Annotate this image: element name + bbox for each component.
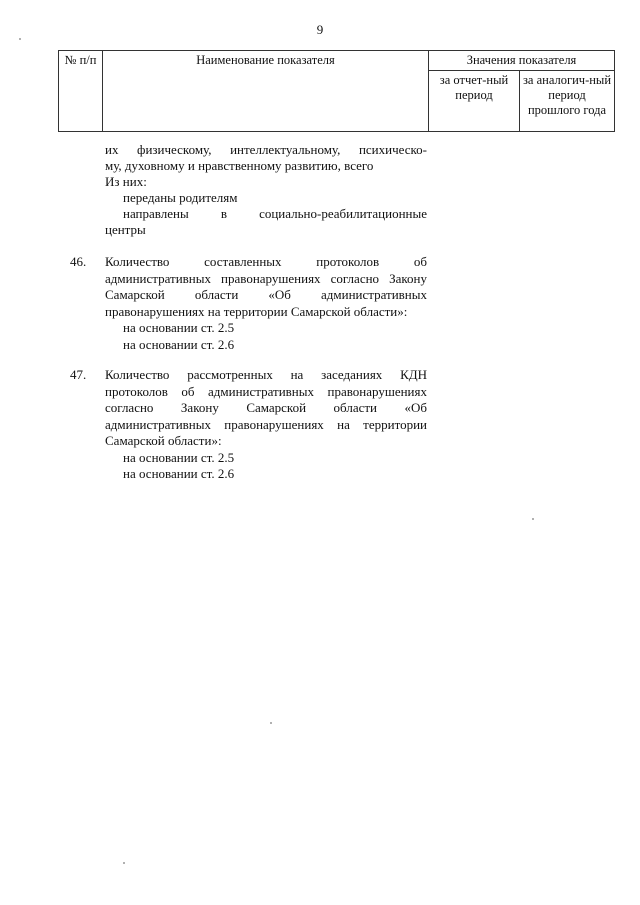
scan-speck bbox=[270, 722, 272, 724]
column-name-header: Наименование показателя bbox=[103, 51, 429, 132]
row-sub-item: на основании ст. 2.5 bbox=[123, 320, 235, 335]
sub-item-rehab-centers-cont: центры bbox=[105, 222, 146, 237]
scan-speck bbox=[123, 862, 125, 864]
continued-line: Из них: bbox=[105, 174, 147, 189]
column-previous-period-header: за аналогич-ный период прошлого года bbox=[520, 71, 615, 132]
column-current-period-header: за отчет-ный период bbox=[429, 71, 520, 132]
sub-item-parents: переданы родителям bbox=[123, 190, 238, 205]
row-sub-item: на основании ст. 2.6 bbox=[123, 336, 235, 352]
column-number-header: № п/п bbox=[59, 51, 103, 132]
scan-speck bbox=[19, 38, 21, 40]
row-number: 46. bbox=[70, 254, 87, 269]
row-text: Количество рассмотренных на заседаниях КДН протоколов об административных правонарушениях согласно Закону Самарской области «Об административных правонарушениях на территории Самарской области»: bbox=[105, 367, 427, 448]
row-number: 47. bbox=[70, 367, 87, 382]
row-sub-item: на основании ст. 2.5 bbox=[123, 449, 235, 465]
continued-row-text bbox=[105, 142, 427, 238]
sub-item-rehab-centers: направлены в социально-реабилитационные bbox=[123, 206, 427, 221]
row-sub-item: на основании ст. 2.6 bbox=[123, 466, 235, 481]
indicator-table-header bbox=[58, 50, 615, 132]
continued-line: их физическому, интеллектуальному, психическо- bbox=[105, 142, 427, 157]
scan-speck bbox=[532, 518, 534, 520]
continued-line: му, духовному и нравственному развитию, всего bbox=[105, 158, 374, 173]
page-number: 9 bbox=[316, 22, 324, 37]
column-values-header: Значения показателя bbox=[429, 51, 615, 71]
row-text: Количество составленных протоколов об административных правонарушениях согласно Закону Самарской области «Об административных правонарушениях на территории Самарской области»: bbox=[105, 254, 427, 319]
